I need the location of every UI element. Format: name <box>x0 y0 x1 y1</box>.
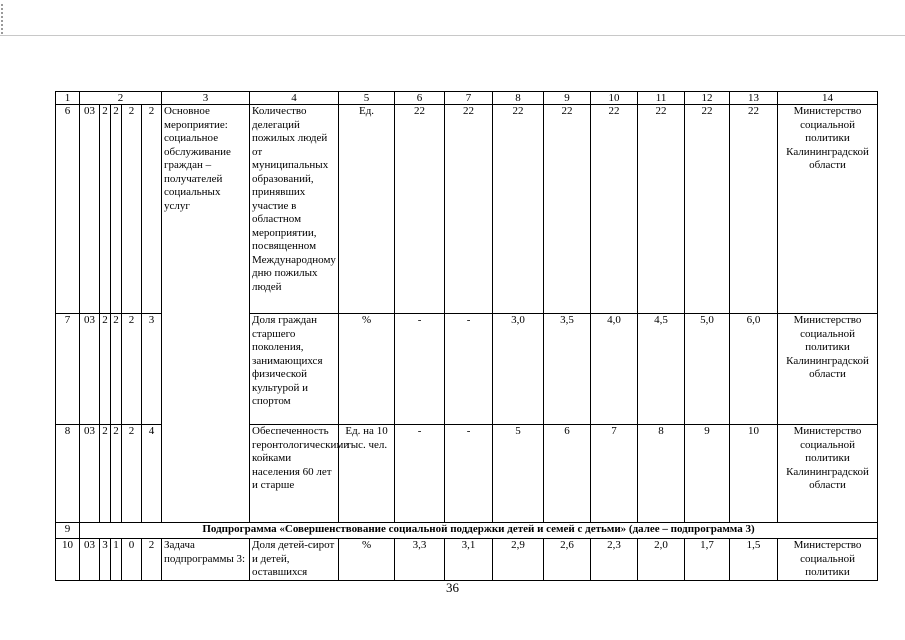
code-cell: 03 <box>80 539 100 581</box>
value-cell: 6 <box>544 425 591 523</box>
code-cell: 2 <box>122 425 142 523</box>
value-cell: 8 <box>638 425 685 523</box>
col-header: 5 <box>339 92 395 105</box>
value-cell: 2,9 <box>493 539 544 581</box>
col-header: 9 <box>544 92 591 105</box>
col-header: 4 <box>250 92 339 105</box>
code-cell: 2 <box>111 425 122 523</box>
unit-cell: Ед. <box>339 105 395 314</box>
code-cell: 3 <box>100 539 111 581</box>
executor-cell: Министерство социальной политики Калининградской области <box>778 425 878 523</box>
code-cell: 2 <box>100 105 111 314</box>
indicator-cell: Доля граждан старшего поколения, занимающихся физической культурой и спортом <box>250 314 339 425</box>
code-cell: 03 <box>80 105 100 314</box>
col-header: 12 <box>685 92 730 105</box>
value-cell: 4,0 <box>591 314 638 425</box>
value-cell: - <box>395 314 445 425</box>
code-cell: 2 <box>100 425 111 523</box>
value-cell: 3,1 <box>445 539 493 581</box>
code-cell: 4 <box>142 425 162 523</box>
code-cell: 2 <box>100 314 111 425</box>
col-header: 7 <box>445 92 493 105</box>
row-number: 9 <box>56 523 80 539</box>
col-header: 14 <box>778 92 878 105</box>
subprogram-row <box>56 523 878 539</box>
page-number: 36 <box>446 580 459 595</box>
unit-cell: % <box>339 314 395 425</box>
col-header: 8 <box>493 92 544 105</box>
value-cell: - <box>445 425 493 523</box>
value-cell: 3,5 <box>544 314 591 425</box>
value-cell: - <box>395 425 445 523</box>
value-cell: 2,6 <box>544 539 591 581</box>
value-cell: 5 <box>493 425 544 523</box>
value-cell: 9 <box>685 425 730 523</box>
value-cell: 22 <box>685 105 730 314</box>
value-cell: 1,5 <box>730 539 778 581</box>
subprogram-title: Подпрограмма «Совершенствование социальной поддержки детей и семей с детьми» (далее – подпрограмма 3) <box>80 523 878 539</box>
unit-cell: % <box>339 539 395 581</box>
value-cell: 4,5 <box>638 314 685 425</box>
code-cell: 2 <box>111 105 122 314</box>
value-cell: 22 <box>638 105 685 314</box>
row-number: 6 <box>56 105 80 314</box>
code-cell: 2 <box>122 314 142 425</box>
row-number: 10 <box>56 539 80 581</box>
unit-cell: Ед. на 10 тыс. чел. <box>339 425 395 523</box>
code-cell: 3 <box>142 314 162 425</box>
code-cell: 1 <box>111 539 122 581</box>
value-cell: 22 <box>730 105 778 314</box>
code-cell: 03 <box>80 425 100 523</box>
code-cell: 2 <box>122 105 142 314</box>
value-cell: 1,7 <box>685 539 730 581</box>
col-header: 10 <box>591 92 638 105</box>
code-cell: 0 <box>122 539 142 581</box>
indicator-cell: Количество делегаций пожилых людей от муниципальных образований, принявших участие в областном мероприятии, посвященном Международному дню пожилых людей <box>250 105 339 314</box>
scan-edge-mark <box>1 4 5 34</box>
value-cell: 22 <box>445 105 493 314</box>
value-cell: 7 <box>591 425 638 523</box>
code-cell: 03 <box>80 314 100 425</box>
executor-cell: Министерство социальной политики Калининградской области <box>778 314 878 425</box>
table-row <box>56 539 878 581</box>
code-cell: 2 <box>111 314 122 425</box>
value-cell: 22 <box>591 105 638 314</box>
value-cell: 2,0 <box>638 539 685 581</box>
col-header: 11 <box>638 92 685 105</box>
page-top-rule <box>0 35 905 36</box>
col-header: 3 <box>162 92 250 105</box>
value-cell: 3,3 <box>395 539 445 581</box>
header-row <box>56 92 878 105</box>
value-cell: 10 <box>730 425 778 523</box>
col-header: 13 <box>730 92 778 105</box>
indicator-cell: Обеспеченность геронтологическими койками населения 60 лет и старше <box>250 425 339 523</box>
col-header: 6 <box>395 92 445 105</box>
row-number: 8 <box>56 425 80 523</box>
value-cell: 22 <box>493 105 544 314</box>
value-cell: - <box>445 314 493 425</box>
executor-cell: Министерство социальной политики <box>778 539 878 581</box>
value-cell: 6,0 <box>730 314 778 425</box>
value-cell: 22 <box>395 105 445 314</box>
executor-cell: Министерство социальной политики Калининградской области <box>778 105 878 314</box>
value-cell: 3,0 <box>493 314 544 425</box>
value-cell: 22 <box>544 105 591 314</box>
measure-cell: Основное мероприятие: социальное обслуживание граждан – получателей социальных услуг <box>162 105 250 523</box>
measure-cell: Задача подпрограммы 3: <box>162 539 250 581</box>
col-header: 1 <box>56 92 80 105</box>
indicators-table <box>55 91 878 581</box>
code-cell: 2 <box>142 539 162 581</box>
value-cell: 2,3 <box>591 539 638 581</box>
value-cell: 5,0 <box>685 314 730 425</box>
table-row <box>56 105 878 314</box>
col-header: 2 <box>80 92 162 105</box>
indicator-cell: Доля детей-сирот и детей, оставшихся <box>250 539 339 581</box>
row-number: 7 <box>56 314 80 425</box>
code-cell: 2 <box>142 105 162 314</box>
